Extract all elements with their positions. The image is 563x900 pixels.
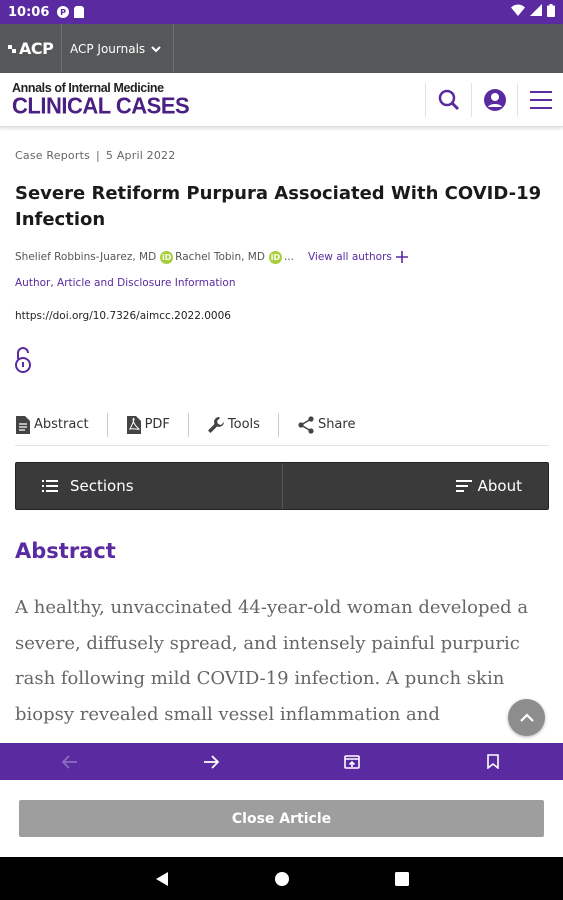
storage-notification-icon <box>74 6 86 18</box>
arrow-right-icon <box>203 755 219 769</box>
share-button[interactable] <box>297 413 374 437</box>
author-ellipsis: ... <box>283 251 294 263</box>
journal-logo[interactable] <box>12 81 189 117</box>
author-name[interactable]: Shelief Robbins-Juarez, MD <box>15 251 157 263</box>
author-article-info-link[interactable]: Author, Article and Disclosure Information <box>15 277 236 289</box>
meta-separator: | <box>96 149 100 162</box>
unlock-icon <box>14 347 34 377</box>
abstract-button-label: Abstract <box>34 417 89 432</box>
about-label: About <box>477 477 522 495</box>
article-title: Severe Retiform Purpura Associated With COVID-19 Infection <box>15 183 542 230</box>
list-icon <box>42 480 58 492</box>
signal-icon <box>530 4 542 20</box>
about-button[interactable] <box>283 463 549 509</box>
acp-header-bar <box>0 24 563 73</box>
document-icon <box>15 416 31 434</box>
svg-text:P: P <box>60 8 67 17</box>
journal-logo-line1: Annals of Internal Medicine <box>12 81 164 95</box>
forward-button[interactable] <box>141 743 282 780</box>
system-home-icon[interactable] <box>274 871 290 887</box>
system-navigation-bar <box>0 857 563 900</box>
wrench-icon <box>207 416 225 434</box>
article-type[interactable]: Case Reports <box>15 149 91 162</box>
bookmark-button[interactable] <box>422 743 563 780</box>
search-icon[interactable] <box>425 83 471 117</box>
menu-icon[interactable] <box>517 83 563 117</box>
tools-button[interactable] <box>207 413 279 437</box>
tools-button-label: Tools <box>227 417 260 432</box>
app-notification-icon <box>57 6 69 18</box>
abstract-text: A healthy, unvaccinated 44-year-old woman developed a severe, diffusely spread, and intensely painful purpuric rash following mild COVID-19 infection. A punch skin biopsy revealed small vessel inflammation and <box>15 597 529 725</box>
close-article-button[interactable]: Close Article <box>19 800 544 837</box>
pdf-button-label: PDF <box>144 417 170 432</box>
bookmark-icon <box>487 754 499 769</box>
abstract-button[interactable] <box>15 413 108 437</box>
article-meta <box>15 149 175 162</box>
sections-button[interactable] <box>16 463 283 509</box>
open-in-browser-button[interactable] <box>282 743 423 780</box>
article-date: 5 April 2022 <box>105 149 176 162</box>
scroll-to-top-button[interactable] <box>508 699 545 736</box>
status-bar <box>0 0 563 24</box>
browser-toolbar <box>0 743 563 780</box>
open-in-browser-icon <box>344 755 360 769</box>
acp-logo[interactable] <box>0 24 62 73</box>
chevron-up-icon <box>520 713 534 722</box>
back-button[interactable] <box>0 743 141 780</box>
battery-icon <box>547 4 555 21</box>
orcid-icon[interactable]: iD <box>270 252 281 262</box>
view-all-authors-link[interactable] <box>308 250 409 264</box>
orcid-icon[interactable]: iD <box>161 252 172 262</box>
share-icon <box>297 416 315 434</box>
sections-about-bar <box>15 462 549 510</box>
journal-logo-line2: CLINICAL CASES <box>12 92 190 119</box>
abstract-heading: Abstract <box>15 539 116 563</box>
share-button-label: Share <box>317 417 356 432</box>
plus-icon <box>395 250 409 264</box>
wifi-icon <box>511 4 525 20</box>
acp-logo-text: ACP <box>19 39 54 58</box>
acp-journals-dropdown[interactable] <box>62 24 174 73</box>
close-article-area <box>0 780 563 857</box>
pdf-icon <box>126 416 142 434</box>
system-back-icon[interactable] <box>155 871 169 887</box>
pdf-button[interactable] <box>126 413 189 437</box>
author-name[interactable]: Rachel Tobin, MD <box>175 251 265 263</box>
status-time: 10:06 <box>8 4 50 20</box>
sections-label: Sections <box>70 477 134 495</box>
chevron-down-icon <box>145 42 161 56</box>
journal-header <box>0 73 563 127</box>
arrow-left-icon <box>62 755 78 769</box>
doi-link[interactable]: https://doi.org/10.7326/aimcc.2022.0006 <box>15 310 231 322</box>
acp-journals-label: ACP Journals <box>70 41 146 56</box>
sort-lines-icon <box>456 480 472 492</box>
article-tools <box>15 404 549 446</box>
system-recents-icon[interactable] <box>395 872 409 886</box>
author-list <box>15 250 409 264</box>
account-icon[interactable] <box>471 83 517 117</box>
view-all-authors-label: View all authors <box>307 251 392 263</box>
